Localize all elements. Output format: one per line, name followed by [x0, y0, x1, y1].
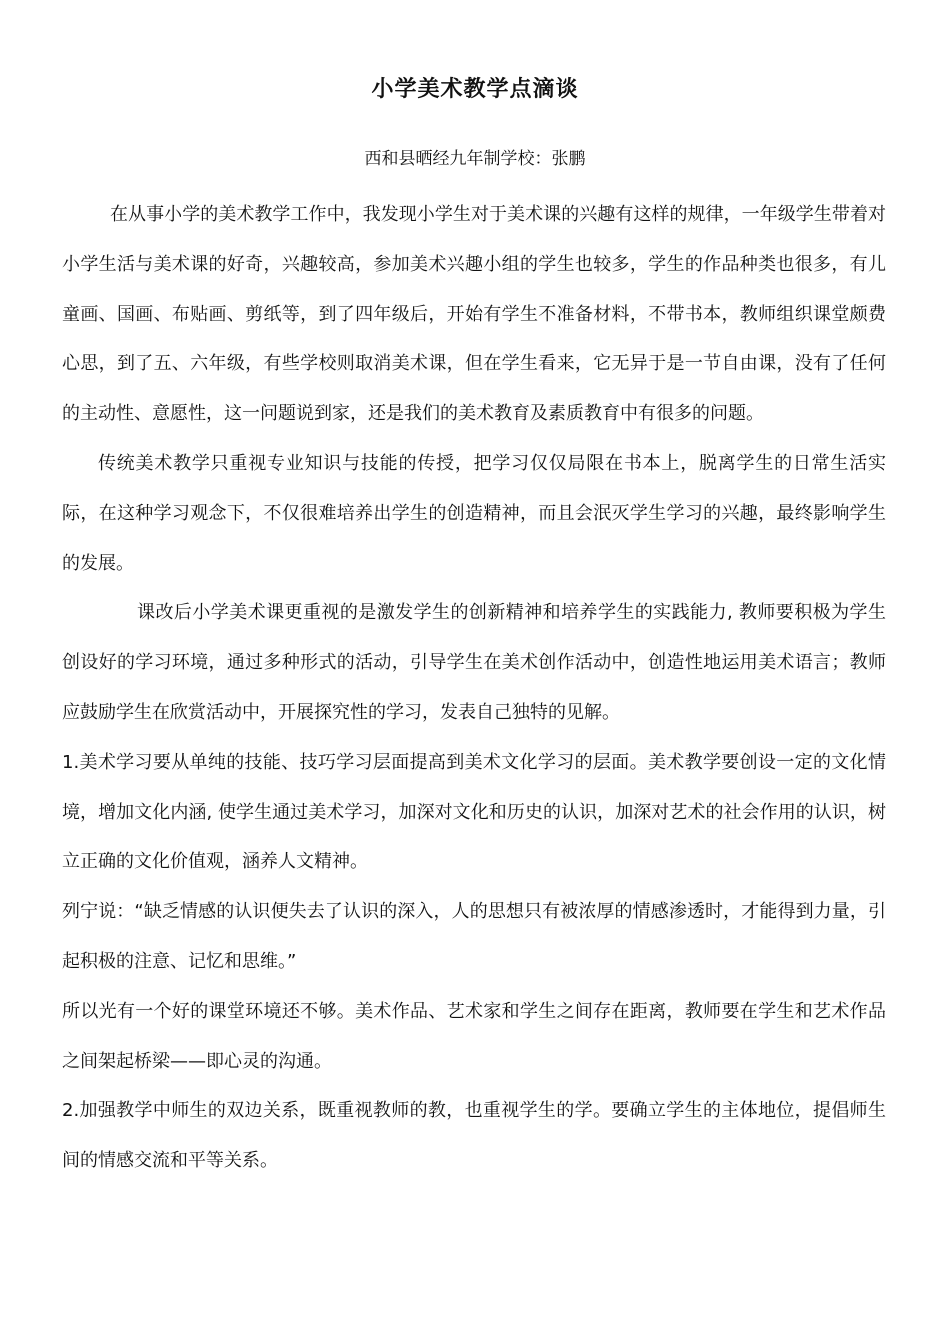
document-author: 西和县晒经九年制学校：张鹏 [364, 149, 586, 169]
paragraph-1: 在从事小学的美术教学工作中，我发现小学生对于美术课的兴趣有这样的规律，一年级学生带着对小学生活与美术课的好奇，兴趣较高，参加美术兴趣小组的学生也较多，学生的作品种类也很多，有儿童画、国画、布贴画、剪纸等，到了四年级后，开始有学生不准备材料，不带书本，教师组织课堂颇费心思，到了五、六年级，有些学校则取消美术课，但在学生看来，它无异于是一节自由课，没有了任何的主动性、意愿性，这一问题说到家，还是我们的美术教育及素质教育中有很多的问题。 [62, 204, 886, 425]
paragraph-4: 1.美术学习要从单纯的技能、技巧学习层面提高到美术文化学习的层面。美术教学要创设一定的文化情境，增加文化内涵, 使学生通过美术学习，加深对文化和历史的认识，加深对艺术的社会作用的认识，树立正确的文化价值观，涵养人文精神。 [62, 751, 886, 873]
paragraph-3: 课改后小学美术课更重视的是激发学生的创新精神和培养学生的实践能力, 教师要积极为学生创设好的学习环境，通过多种形式的活动，引导学生在美术创作活动中，创造性地运用美术语言；教师应鼓励学生在欣赏活动中，开展探究性的学习，发表自己独特的见解。 [62, 602, 886, 723]
paragraph-7: 2.加强教学中师生的双边关系，既重视教师的教，也重视学生的学。要确立学生的主体地位，提倡师生间的情感交流和平等关系。 [62, 1100, 886, 1172]
document-title: 小学美术教学点滴谈 [371, 77, 579, 102]
paragraph-5: 列宁说：“缺乏情感的认识便失去了认识的深入，人的思想只有被浓厚的情感渗透时，才能得到力量，引起积极的注意、记忆和思维。” [62, 901, 886, 972]
document-body [62, 190, 886, 1186]
paragraph-6: 所以光有一个好的课堂环境还不够。美术作品、艺术家和学生之间存在距离，教师要在学生和艺术作品之间架起桥梁——即心灵的沟通。 [62, 1000, 886, 1072]
paragraph-2: 传统美术教学只重视专业知识与技能的传授，把学习仅仅局限在书本上，脱离学生的日常生活实际，在这种学习观念下，不仅很难培养出学生的创造精神，而且会泯灭学生学习的兴趣，最终影响学生的发展。 [62, 452, 886, 574]
